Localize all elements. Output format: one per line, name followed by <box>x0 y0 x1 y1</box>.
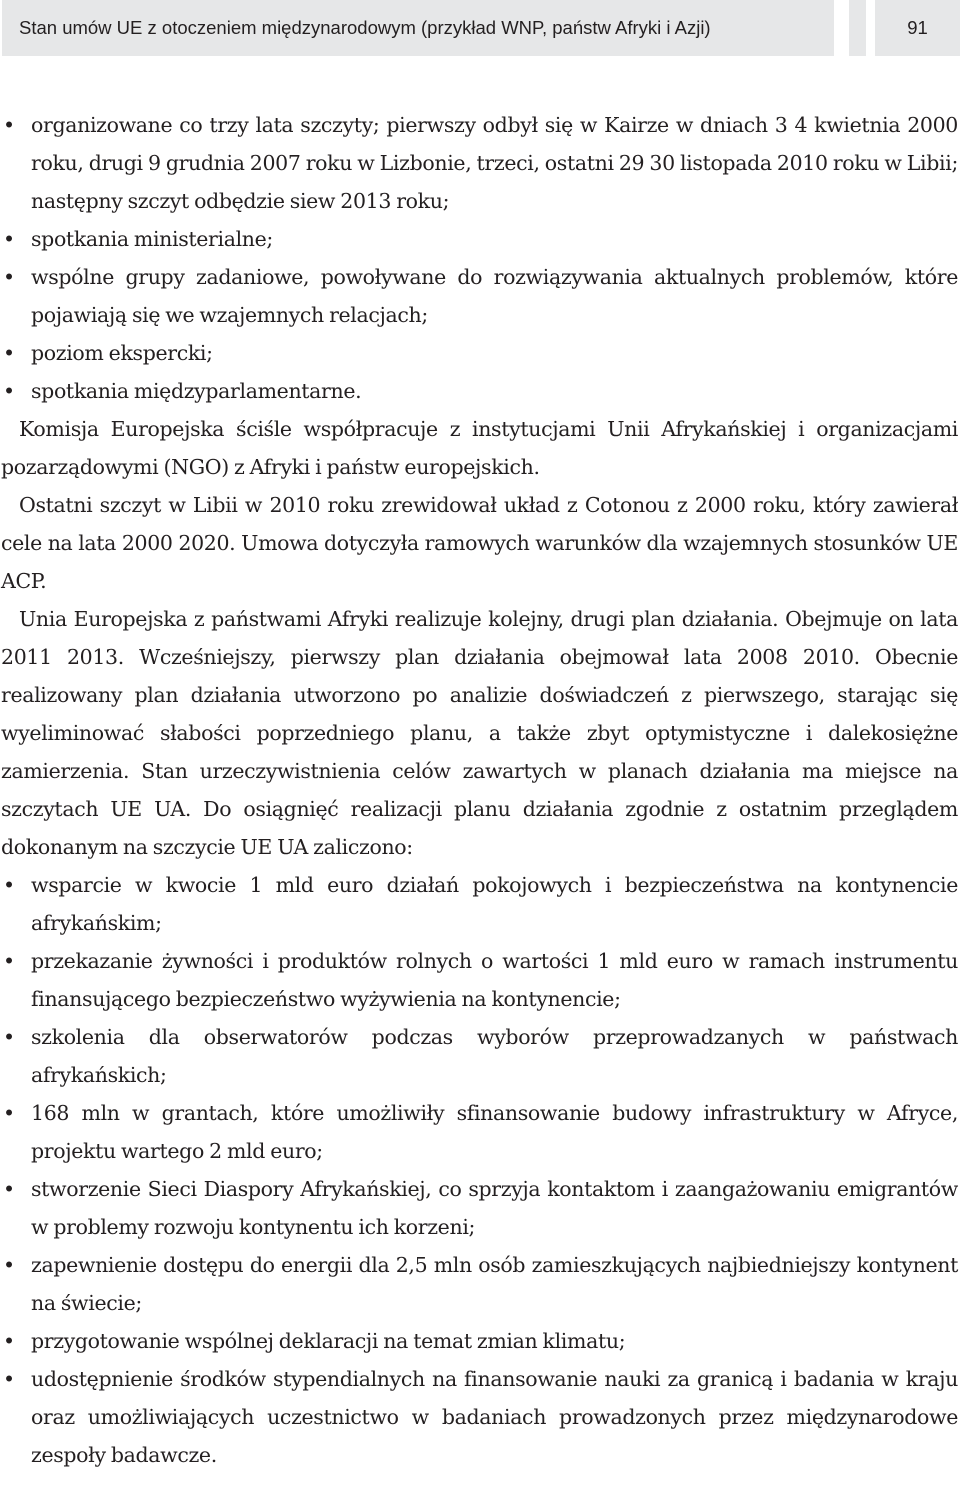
list-item: • wspólne grupy zadaniowe, powoływane do rozwiązywania aktualnych problemów, które pojawiają się we wzajemnych relacjach; <box>1 258 958 334</box>
list-item: • spotkania międzyparlamentarne. <box>1 372 958 410</box>
forms-of-cooperation-list <box>1 106 958 410</box>
header-divider-strip <box>849 0 866 56</box>
list-item: • 168 mln w grantach, które umożliwiły sfinansowanie budowy infrastruktury w Afryce, projektu wartego 2 mld euro; <box>1 1094 958 1170</box>
page-header <box>0 0 960 56</box>
list-item: • zapewnienie dostępu do energii dla 2,5 mln osób zamieszkujących najbiedniejszy kontynent na świecie; <box>1 1246 958 1322</box>
list-item: • poziom ekspercki; <box>1 334 958 372</box>
achievements-list <box>1 866 958 1474</box>
running-head-title: Stan umów UE z otoczeniem międzynarodowym (przykład WNP, państw Afryki i Azji) <box>2 0 834 56</box>
list-item: • organizowane co trzy lata szczyty; pierwszy odbył się w Kairze w dniach 3 4 kwietnia 2000 roku, drugi 9 grudnia 2007 roku w Lizbonie, trzeci, ostatni 29 30 listopada 2010 roku w Libii; następny szczyt odbędzie siew 2013 roku; <box>1 106 958 220</box>
list-item: • stworzenie Sieci Diaspory Afrykańskiej, co sprzyja kontaktom i zaangażowaniu emigrantów w problemy rozwoju kontynentu ich korzeni; <box>1 1170 958 1246</box>
list-item: • udostępnienie środków stypendialnych na finansowanie nauki za granicą i badania w kraju oraz umożliwiających uczestnictwo w badaniach prowadzonych przez międzynarodowe zespoły badawcze. <box>1 1360 958 1474</box>
page-number: 91 <box>875 0 960 56</box>
list-item: • wsparcie w kwocie 1 mld euro działań pokojowych i bezpieczeństwa na kontynencie afrykańskim; <box>1 866 958 942</box>
list-item: • spotkania ministerialne; <box>1 220 958 258</box>
paragraph-libya-summit: Ostatni szczyt w Libii w 2010 roku zrewidował układ z Cotonou z 2000 roku, który zawierał cele na lata 2000 2020. Umowa dotyczyła ramowych warunków dla wzajemnych stosunków UE ACP. <box>1 493 958 593</box>
list-item: • przekazanie żywności i produktów rolnych o wartości 1 mld euro w ramach instrumentu finansującego bezpieczeństwo wyżywienia na kontynencie; <box>1 942 958 1018</box>
page-body <box>1 106 958 1474</box>
list-item: • przygotowanie wspólnej deklaracji na temat zmian klimatu; <box>1 1322 958 1360</box>
list-item: • szkolenia dla obserwatorów podczas wyborów przeprowadzanych w państwach afrykańskich; <box>1 1018 958 1094</box>
paragraph-action-plan: Unia Europejska z państwami Afryki realizuje kolejny, drugi plan działania. Obejmuje on lata 2011 2013. Wcześniejszy, pierwszy plan działania obejmował lata 2008 2010. Obecnie realizowany plan działania utworzono po analizie doświadczeń z pierwszego, starając się wyeliminować słabości poprzedniego planu, a także zbyt optymistyczne i dalekosiężne zamierzenia. Stan urzeczywistnienia celów zawartych w planach działania ma miejsce na szczytach UE UA. Do osiągnięć realizacji planu działania zgodnie z ostatnim przeglądem dokonanym na szczycie UE UA zaliczono: <box>1 607 958 859</box>
paragraph-commission: Komisja Europejska ściśle współpracuje z instytucjami Unii Afrykańskiej i organizacjami pozarządowymi (NGO) z Afryki i państw europejskich. <box>1 417 958 479</box>
